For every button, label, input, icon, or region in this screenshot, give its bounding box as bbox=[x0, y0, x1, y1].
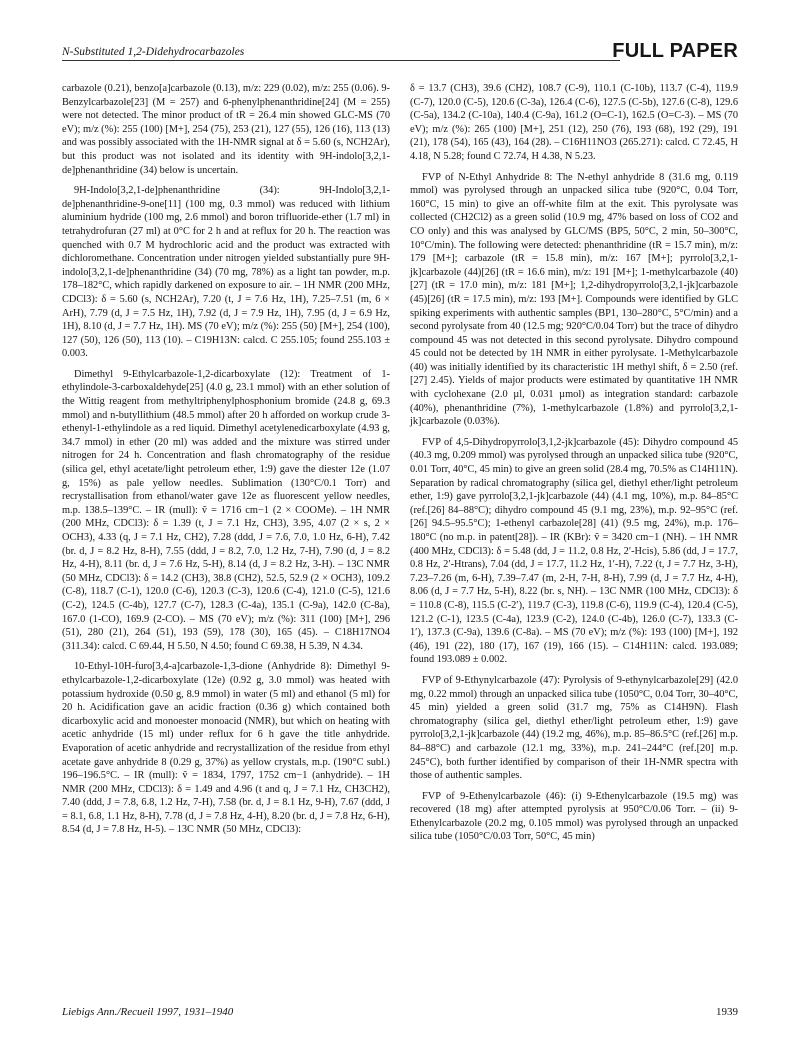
running-title: N-Substituted 1,2-Didehydrocarbazoles bbox=[62, 46, 245, 58]
paragraph-fvp-ethenylcarbazole: FVP of 9-Ethenylcarbazole (46): (i) 9-Ethenylcarbazole (19.5 mg) was recovered (18 mg) after attempted pyrolysis at 950°C/0.06 Torr. – (ii) 9-Ethenylcarbazole (20.2 mg, 0.105 mmol) was pyrolysed through an unpacked silica tube (1050°C/0.03 Torr, 50°C, 45 min) bbox=[410, 790, 738, 843]
paragraph-fvp-dihydropyrrolo: FVP of 4,5-Dihydropyrrolo[3,1,2-jk]carbazole (45): Dihydro compound 45 (40.3 mg, 0.209 mmol) was pyrolysed through an unpacked silica tube (920°C, 0.01 Torr, 40°C, 45 min) to give an green solid (28.4 mg, 70.5% as C14H11N). Separation by radical chromatography (silica gel, diethyl ether/light petroleum ether, 1:9) gave pyrrolo[3,2,1-jk]carbazole (44) (4.1 mg, 10%), m.p. 84–85°C (ref.[26] 84–88°C); dihydro compound 45 (9.1 mg, 23%), m.p. 92–95°C (ref.[26] 94.5–95.5°C); 1-ethenyl carbazole[28] (41) (9.5 mg, 24%), m.p. 176–180°C (no m.p. in patent[28]). – IR (KBr): ṽ = 3420 cm−1 (NH). – 1H NMR (400 MHz, CDCl3): δ = 5.48 (dd, J = 11.2, 0.8 Hz, 2′-Hcis), 5.86 (dd, J = 17.7, 0.8 Hz, 2′-Htrans), 7.04 (dd, J = 17.7, 11.2 Hz, 1′-H), 7.22 (t, J = 7.7 Hz, 3-H), 7.23–7.26 (m, 6-H), 7.39–7.47 (m, 2-H, 7-H, 8-H), 7.99 (d, J = 7.7 Hz, 4-H), 8.06 (d, J = 7.7 Hz, 5-H), 8.22 (br. s, NH). – 13C NMR (100 MHz, CDCl3): δ = 110.8 (C-8), 115.5 (C-2′), 119.7 (C-3), 119.8 (C-6), 119.9 (C-4), 120.4 (C-5), 121.2 (C-1), 123.5 (C-4a), 123.9 (C-2), 124.0 (C-4b), 126.0 (C-7), 133.3 (C-1′), 137.3 (C-9a), 139.6 (C-8a). – MS (70 eV); m/z (%): 193 (100) [M+], 192 (46), 191 (22), 180 (17), 167 (19), 166 (15). – C14H11N: calcd. 193.089; found 193.089 ± 0.002. bbox=[410, 436, 738, 666]
page-number: 1939 bbox=[716, 1006, 738, 1018]
paragraph-continued: carbazole (0.21), benzo[a]carbazole (0.13), m/z: 229 (0.02), m/z: 255 (0.06). 9-Benzylcarbazole[23] (M = 257) and 6-phenylphenanthridine[24] (M = 255) were not detected. The minor product of tR = 26.4 min showed GLC-MS (70 eV); m/z (%): 255 (100) [M+], 254 (75), 253 (21), 127 (55), 126 (16), 113 (13) and was possibly associated with the 1H-NMR signal at δ = 5.60 (s, NCH2Ar), but this product was not isolated and its identity with 9H-indolo[3,2,1-de]phenanthridine (34) below is uncertain. bbox=[62, 83, 390, 176]
header-rule bbox=[62, 60, 620, 61]
paragraph-fvp-ethyl-anhydride: FVP of N-Ethyl Anhydride 8: The N-ethyl anhydride 8 (31.6 mg, 0.119 mmol) was pyrolysed through an unpacked silica tube (920°C, 0.04 Torr, 160°C, 15 min) to give an off-white film at the exit. This pyrolysate was collected (CH2Cl2) as a green solid (10.9 mg, 47% based on loss of CO2 and CO only) and this was analysed by GLC/MS (BP5, 50°C, 2 min, 50–300°C, 10°C/min). The following were detected: phenanthridine (tR = 15.7 min), m/z: 179 [M+]; carbazole (tR = 15.8 min), m/z: 167 [M+]; pyrrolo[3,2,1-jk]carbazole (44)[26] (tR = 16.6 min), m/z: 191 [M+]; 1-methylcarbazole (40)[27] (tR = 17.0 min), m/z: 181 [M+]; 1,2-dihydropyrrolo[3,2,1-jk]carbazole (45)[26] (tR = 17.5 min), m/z: 193 [M+]. Compounds were identified by GLC spiking experiments with authentic samples (BP1, 130–280°C, 5°C/min) and a second pyrolysate from 40 (12.5 mg; 920°C/0.04 Torr) but the trace of dihydro compound 45 was not detected in this second pyrolysate. Dihydro compound 45 could not be detected by 1H NMR in either pyrolysate. 1-Methylcarbazole (40) was initially identified by its characteristic 1H methyl shift, δ = 2.50 (ref.[27] 2.45). Yields of major products were estimated by quantitative 1H NMR with cyclohexane (2.0 µl, 0.031 µmol) as integration standard: carbazole (40%), phenanthridine (7%), 1-methylcarbazole (1.8%) and pyrrolo[3,2,1-jk]carbazole (0.03%). bbox=[410, 171, 738, 428]
left-column bbox=[62, 82, 390, 837]
paragraph-indolophenanthridine: 9H-Indolo[3,2,1-de]phenanthridine (34): 9H-Indolo[3,2,1-de]phenanthridine-9-one[11] (100 mg, 0.3 mmol) was reduced with lithium aluminium hydride (100 mg, 2.6 mmol) and boron trifluoride-ether (1.7 ml) in tetrahydrofuran (27 ml) at 0°C for 2 h and at reflux for 20 h. The reaction was quenched with 0.7 M hydrochloric acid and the product was extracted with dichloromethane. Concentration under nitrogen yielded substantially pure 9H-indolo[3,2,1-de]phenanthridine (34) (70 mg, 78%) as a light tan powder, m.p. 178–182°C, which rapidly darkened on exposure to air. – 1H NMR (200 MHz, CDCl3): δ = 5.60 (s, NCH2Ar), 7.20 (t, J = 7.6 Hz, 1H), 7.25–7.51 (m, 6 × ArH), 7.79 (d, J = 7.5 Hz, 1H), 7.92 (d, J = 7.9 Hz, 1H), 7.95 (d, J = 6.9 Hz, 1H), 8.10 (d, J = 7.7 Hz, 1H). MS (70 eV); m/z (%): 255 (50) [M+], 254 (100), 127 (50), 126 (50), 113 (10). – C19H13N: calcd. C 255.105; found 255.103 ± 0.003. bbox=[62, 185, 390, 360]
page-header bbox=[62, 40, 738, 68]
paragraph-anhydride-continued: δ = 13.7 (CH3), 39.6 (CH2), 108.7 (C-9), 110.1 (C-10b), 113.7 (C-4), 119.9 (C-7), 120.0 (C-5), 120.6 (C-3a), 126.4 (C-6), 127.5 (C-5b), 127.6 (C-8), 129.6 (C-5a), 134.2 (C-10a), 140.4 (C-9a), 161.2 (O=C-1), 162.5 (O=C-3). – MS (70 eV); m/z (%): 265 (100) [M+], 251 (12), 250 (76), 193 (68), 192 (29), 191 (21), 178 (54), 165 (43), 164 (28). – C16H11NO3 (265.271): calcd. C 72.45, H 4.18, N 5.28; found C 72.74, H 4.38, N 5.23. bbox=[410, 83, 738, 162]
right-column bbox=[410, 82, 738, 844]
paragraph-anhydride: 10-Ethyl-10H-furo[3,4-a]carbazole-1,3-dione (Anhydride 8): Dimethyl 9-ethylcarbazole-1,2-dicarboxylate (12e) (0.92 g, 3.0 mmol) was heated with potassium hydroxide (0.50 g, 8.9 mmol) in water (5 ml) and ethanol (5 ml) for 20 h. Acidification gave an acidic fraction (0.36 g) which contained both dicarboxylic acid and monoester monoacid (NMR), but which on heating with acetic anhydride (15 ml) under reflux for 6 h gave the title anhydride. Evaporation of acetic anhydride and recrystallization of the residue from ethyl acetate gave anhydride 8 (0.29 g, 37%) as yellow crystals, m.p. (190°C subl.) 196–196.5°C. – IR (mull): ṽ = 1834, 1797, 1752 cm−1 (anhydride). – 1H NMR (200 MHz, CDCl3): δ = 1.49 and 4.96 (t and q, J = 7.1 Hz, CH3CH2), 7.40 (ddd, J = 7.8, 6.8, 1.2 Hz, 7-H), 7.58 (br. d, J = 8.1 Hz, 9-H), 7.67 (ddd, J = 8.1, 6.8, 1.1 Hz, 8-H), 7.78 (d, J = 7.8 Hz, 4-H), 8.20 (br. d, J = 7.8 Hz, 6-H), 8.54 (d, J = 7.8 Hz, H-5). – 13C NMR (50 MHz, CDCl3): bbox=[62, 661, 390, 836]
paragraph-dimethyl-dicarboxylate: Dimethyl 9-Ethylcarbazole-1,2-dicarboxylate (12): Treatment of 1-ethylindole-3-carboxaldehyde[25] (4.0 g, 23.1 mmol) with an ether solution of the Wittig reagent from methyltriphenylphosphonium bromide (24.8 g, 69.3 mmol) and n-butyllithium (48.5 mmol) after 20 h afforded on workup crude 3-ethenyl-1-ethylindole as a red liquid. Dimethyl acetylenedicarboxylate (4.93 g, 34.7 mmol) in ether (20 ml) was added and the mixture was stirred under nitrogen for 24 h. Concentration and flash chromatography of the residue (silica gel, ethyl acetate/light petroleum ether, 1:9) gave the diester 12e (1.07 g, 15%) as pale yellow needles. Sublimation (130°C/0.1 Torr) and recrystallisation from ethanol/water gave 12e as fluorescent yellow needles, m.p. 138.5–139°C. – IR (mull): ṽ = 1716 cm−1 (2 × COOMe). – 1H NMR (200 MHz, CDCl3): δ = 1.39 (t, J = 7.1 Hz, CH3), 3.95, 4.07 (2 × s, 2 × OCH3), 4.33 (q, J = 7.1 Hz, CH2), 7.28 (ddd, J = 7.6, 7.0, 1.0 Hz, 6-H), 7.42 (br. d, J = 8.2 Hz, 8-H), 7.55 (ddd, J = 8.2, 7.0, 1.2 Hz, 7-H), 7.90 (d, J = 8.2 Hz, 4-H), 8.11 (br. d, J = 7.6 Hz, 5-H), 8.14 (d, J = 8.2 Hz, 3-H). – 13C NMR (50 MHz, CDCl3): δ = 14.2 (CH3), 38.8 (CH2), 52.5, 52.9 (2 × OCH3), 109.2 (C-8), 118.7 (C-1), 120.0 (C-6), 120.3 (C-3), 120.6 (C-4), 121.0 (C-5), 121.6 (C-2), 124.5 (C-4b), 127.7 (C-7), 128.3 (C-4a), 135.1 (C-9a), 142.0 (C-8a), 167.0 (1-CO), 169.9 (2-CO). – MS (70 eV); m/z (%): 311 (100) [M+], 296 (51), 280 (21), 264 (51), 193 (59), 178 (30), 165 (45). – C18H17NO4 (311.34): calcd. C 69.44, H 5.50, N 4.50; found C 69.38, H 5.39, N 4.34. bbox=[62, 368, 390, 652]
section-label: FULL PAPER bbox=[612, 40, 738, 62]
paragraph-fvp-ethynylcarbazole: FVP of 9-Ethynylcarbazole (47): Pyrolysis of 9-ethynylcarbazole[29] (42.0 mg, 0.22 mmol) through an unpacked silica tube (1050°C, 0.04 Torr, 30–40°C, 45 min) yielded a green solid (31.7 mg, 75% as C14H9N). Flash chromatography (silica gel, diethyl ether/light petroleum ether, 1:9) gave pyrrolo[3,2,1-jk]carbazole (44) (19.2 mg, 46%), m.p. 85–86.5°C (ref.[26] m.p. 84–88°C) and carbazole (12.1 mg, 33%), m.p. 241–244°C (ref.[20] m.p. 245°C), both further identified by comparison of their 1H-NMR spectra with those of authentic samples. bbox=[410, 674, 738, 782]
journal-citation: Liebigs Ann./Recueil 1997, 1931–1940 bbox=[62, 1006, 234, 1018]
